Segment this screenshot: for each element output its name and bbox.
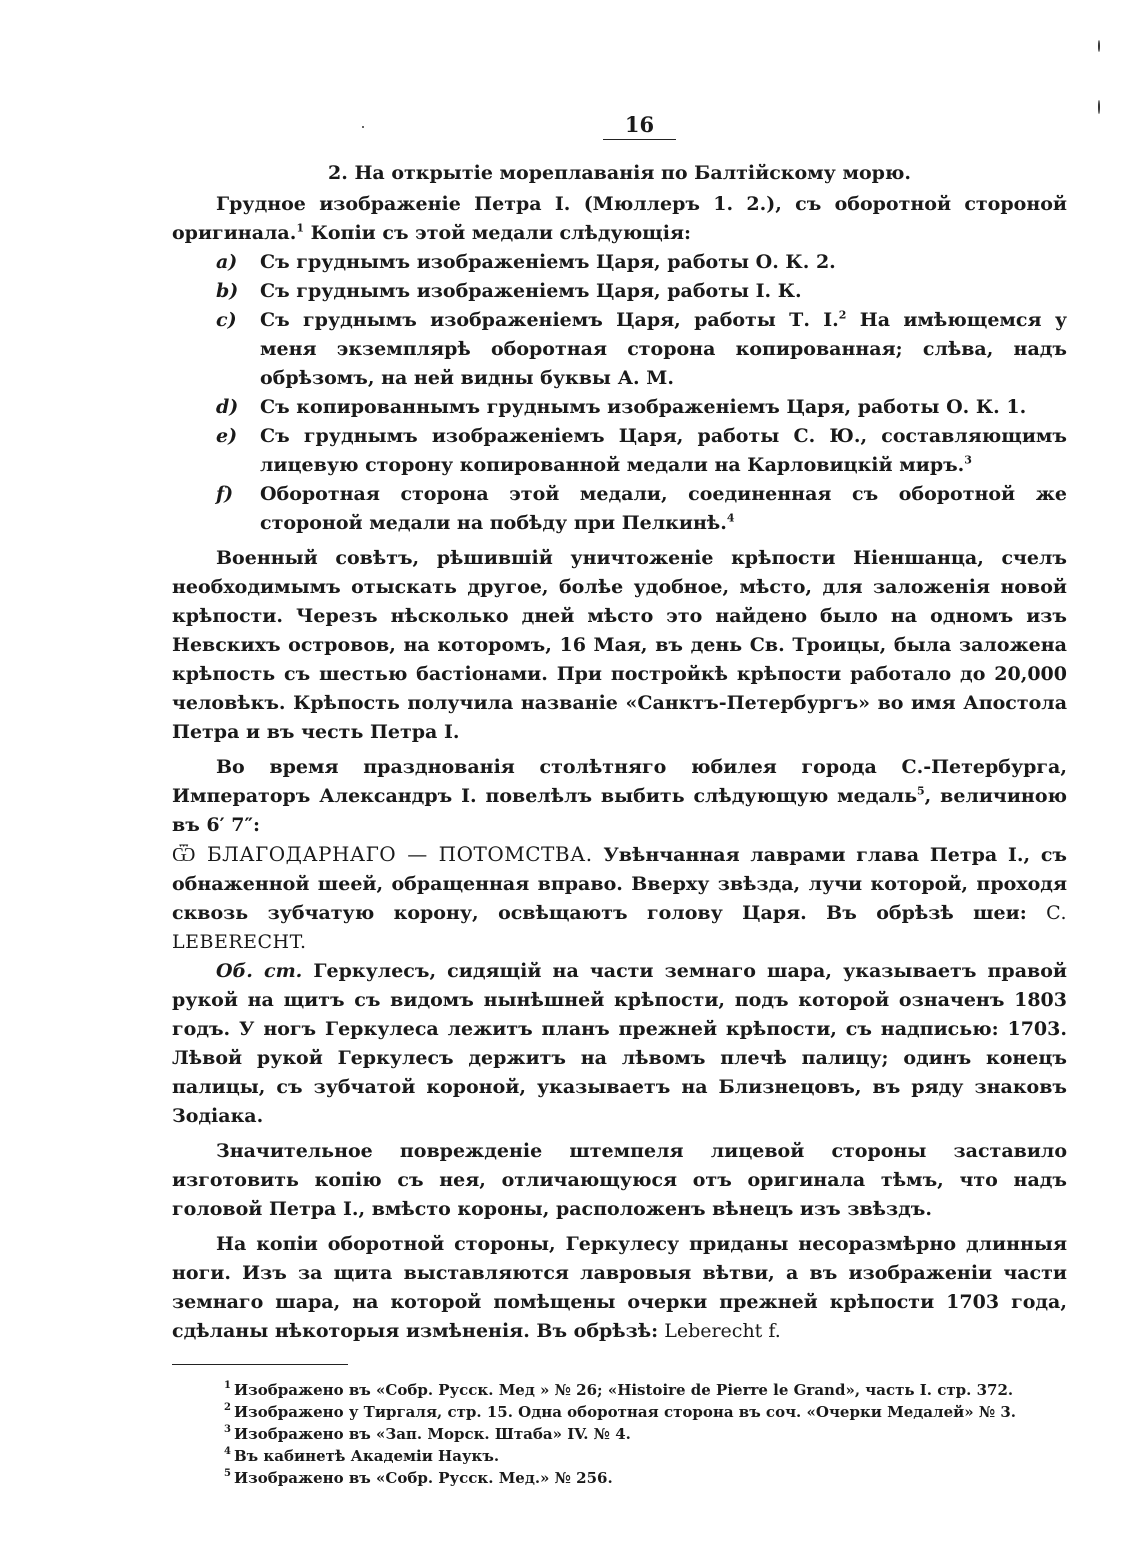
list-item: [216, 480, 1067, 538]
lead-paragraph: [172, 190, 1067, 248]
jubilee-text: Во время празднованія столѣтняго юбилея города С.-Петербурга, Императоръ Александръ I. повелѣлъ выбить слѣдующую медаль: [172, 756, 1067, 807]
medal-signature: C. LEBERECHT.: [172, 902, 1067, 953]
page-number: [212, 112, 1067, 140]
item-text: [260, 248, 1067, 277]
medal-inscription: Ѿ БЛАГОДАРНАГО — ПОТОМСТВА.: [172, 842, 593, 866]
scan-speck: [362, 126, 364, 128]
lead-text: Грудное изображеніе Петра I. (Мюллеръ 1. 2.), съ оборотной стороной оригинала.: [172, 193, 1067, 244]
scan-speck: [1098, 100, 1100, 114]
item-text: [260, 306, 1067, 393]
item-label: d): [216, 396, 239, 418]
footnote: [172, 1401, 1067, 1423]
item-label: e): [216, 425, 238, 447]
item-body: Съ груднымъ изображеніемъ Царя, работы С. Ю., составляющимъ лицевую сторону копированной медали на Карловицкій миръ.: [260, 425, 1067, 476]
footnote-text: Изображено у Тиргаля, стр. 15. Одна оборотная сторона въ соч. «Очерки Медалей» № 3.: [234, 1403, 1017, 1421]
item-label: b): [216, 280, 239, 302]
section-heading: 2. На открытіе мореплаванія по Балтійскому морю.: [328, 162, 911, 184]
list-item: [216, 422, 1067, 480]
footnote: [172, 1467, 1067, 1489]
item-body: Съ груднымъ изображеніемъ Царя, работы О. К. 2.: [260, 251, 836, 273]
item-body: Съ копированнымъ груднымъ изображеніемъ Царя, работы О. К. 1.: [260, 396, 1027, 418]
copies-list: [216, 248, 1067, 538]
footnote: [172, 1445, 1067, 1467]
item-label: c): [216, 309, 237, 331]
footnote-text: Изображено въ «Зап. Морск. Штаба» IV. № 4.: [234, 1425, 631, 1443]
copy-text: На копіи оборотной стороны, Геркулесу приданы несоразмѣрно длинныя ноги. Изъ за щита выставляются лавровыя вѣтви, а въ изображеніи части земнаго шара, на которой помѣщены очерки прежней крѣпости 1703 года, сдѣланы нѣкоторыя измѣненія. Въ обрѣзѣ:: [172, 1233, 1067, 1342]
list-item: [216, 248, 1067, 277]
list-item: [216, 277, 1067, 306]
footnote-text: Изображено въ «Собр. Русск. Мед » № 26; «Histoire de Pierre le Grand», часть I. стр. 372.: [234, 1381, 1014, 1399]
footnote-text: Въ кабинетѣ Академіи Наукъ.: [234, 1447, 500, 1465]
list-item: [216, 393, 1067, 422]
page-number-text: 16: [603, 112, 676, 140]
footnote-number: 4: [224, 1446, 231, 1457]
item-text: [260, 393, 1067, 422]
item-body: Съ груднымъ изображеніемъ Царя, работы I. К.: [260, 280, 802, 302]
item-text: [260, 422, 1067, 480]
list-item: [216, 306, 1067, 393]
footnote-ref: 3: [964, 453, 972, 467]
scan-speck: [1098, 40, 1100, 52]
item-body: Оборотная сторона этой медали, соединенная съ оборотной же стороной медали на побѣду при Пелкинѣ.: [260, 483, 1067, 534]
footnote-ref: 5: [917, 784, 925, 798]
item-label: f): [216, 483, 234, 505]
paragraph-copy: [172, 1230, 1067, 1346]
item-text: [260, 277, 1067, 306]
paragraph-jubilee: [172, 753, 1067, 840]
footnote-number: 3: [224, 1424, 231, 1435]
obverse-text: Увѣнчанная лаврами глава Петра I., съ обнаженной шеей, обращенная вправо. Вверху звѣзда, лучи которой, проходя сквозь зубчатую корону, освѣщаютъ голову Царя. Въ обрѣзѣ шеи:: [172, 844, 1067, 924]
paragraph-fortress: Военный совѣтъ, рѣшившій уничтоженіе крѣпости Ніеншанца, счелъ необходимымъ отыскать другое, болѣе удобное, мѣсто, для заложенія новой крѣпости. Черезъ нѣсколько дней мѣсто это найдено было на одномъ изъ Невскихъ островов, на которомъ, 16 Мая, въ день Св. Троицы, была заложена крѣпость съ шестью бастіонами. При постройкѣ крѣпости работало до 20,000 человѣкъ. Крѣпость получила названіе «Санктъ-Петербургъ» во имя Апостола Петра и въ честь Петра I.: [172, 547, 1067, 743]
item-label: a): [216, 251, 238, 273]
footnote: [172, 1423, 1067, 1445]
footnotes: [172, 1379, 1067, 1489]
item-body: Съ груднымъ изображеніемъ Царя, работы Т. I.: [260, 309, 839, 331]
footnote-number: 2: [224, 1402, 231, 1413]
footnote-separator: [172, 1364, 348, 1365]
reverse-text: Геркулесъ, сидящій на части земнаго шара, указываетъ правой рукой на щитъ съ видомъ нынѣшней крѣпости, подъ которой означенъ 1803 годъ. У ногъ Геркулеса лежитъ планъ прежней крѣпости, съ надписью: 1703. Лѣвой рукой Геркулесъ держитъ на лѣвомъ плечѣ палицу; одинъ конецъ палицы, съ зубчатой короной, указываетъ на Близнецовъ, въ ряду знаковъ Зодіака.: [172, 960, 1067, 1127]
reverse-abbr: Об. ст.: [216, 960, 303, 982]
item-text: [260, 480, 1067, 538]
footnote-ref: 2: [838, 308, 847, 322]
paragraph-reverse: [172, 957, 1067, 1131]
footnote-ref: 1: [296, 221, 304, 235]
copy-signature: Leberecht f.: [658, 1320, 781, 1342]
jubilee-continuation: , величиною въ 6′ 7″:: [172, 785, 1067, 836]
paragraph-damage: Значительное поврежденіе штемпеля лицевой стороны заставило изготовить копію съ нея, отличающуюся отъ оригинала тѣмъ, что надъ головой Петра I., вмѣсто короны, расположенъ вѣнецъ изъ звѣздъ.: [172, 1140, 1067, 1220]
paragraph-obverse: [172, 840, 1067, 957]
lead-continuation: Копіи съ этой медали слѣдующія:: [303, 222, 691, 244]
footnote: [172, 1379, 1067, 1401]
document-page: [172, 112, 1067, 1489]
footnote-number: 5: [224, 1468, 231, 1479]
footnote-number: 1: [224, 1380, 231, 1391]
footnote-ref: 4: [726, 511, 735, 525]
footnote-text: Изображено въ «Собр. Русск. Мед.» № 256.: [234, 1469, 613, 1487]
item-tail: На имѣющемся у меня экземплярѣ оборотная сторона копированная; слѣва, надъ обрѣзомъ, на ней видны буквы А. М.: [260, 309, 1068, 389]
